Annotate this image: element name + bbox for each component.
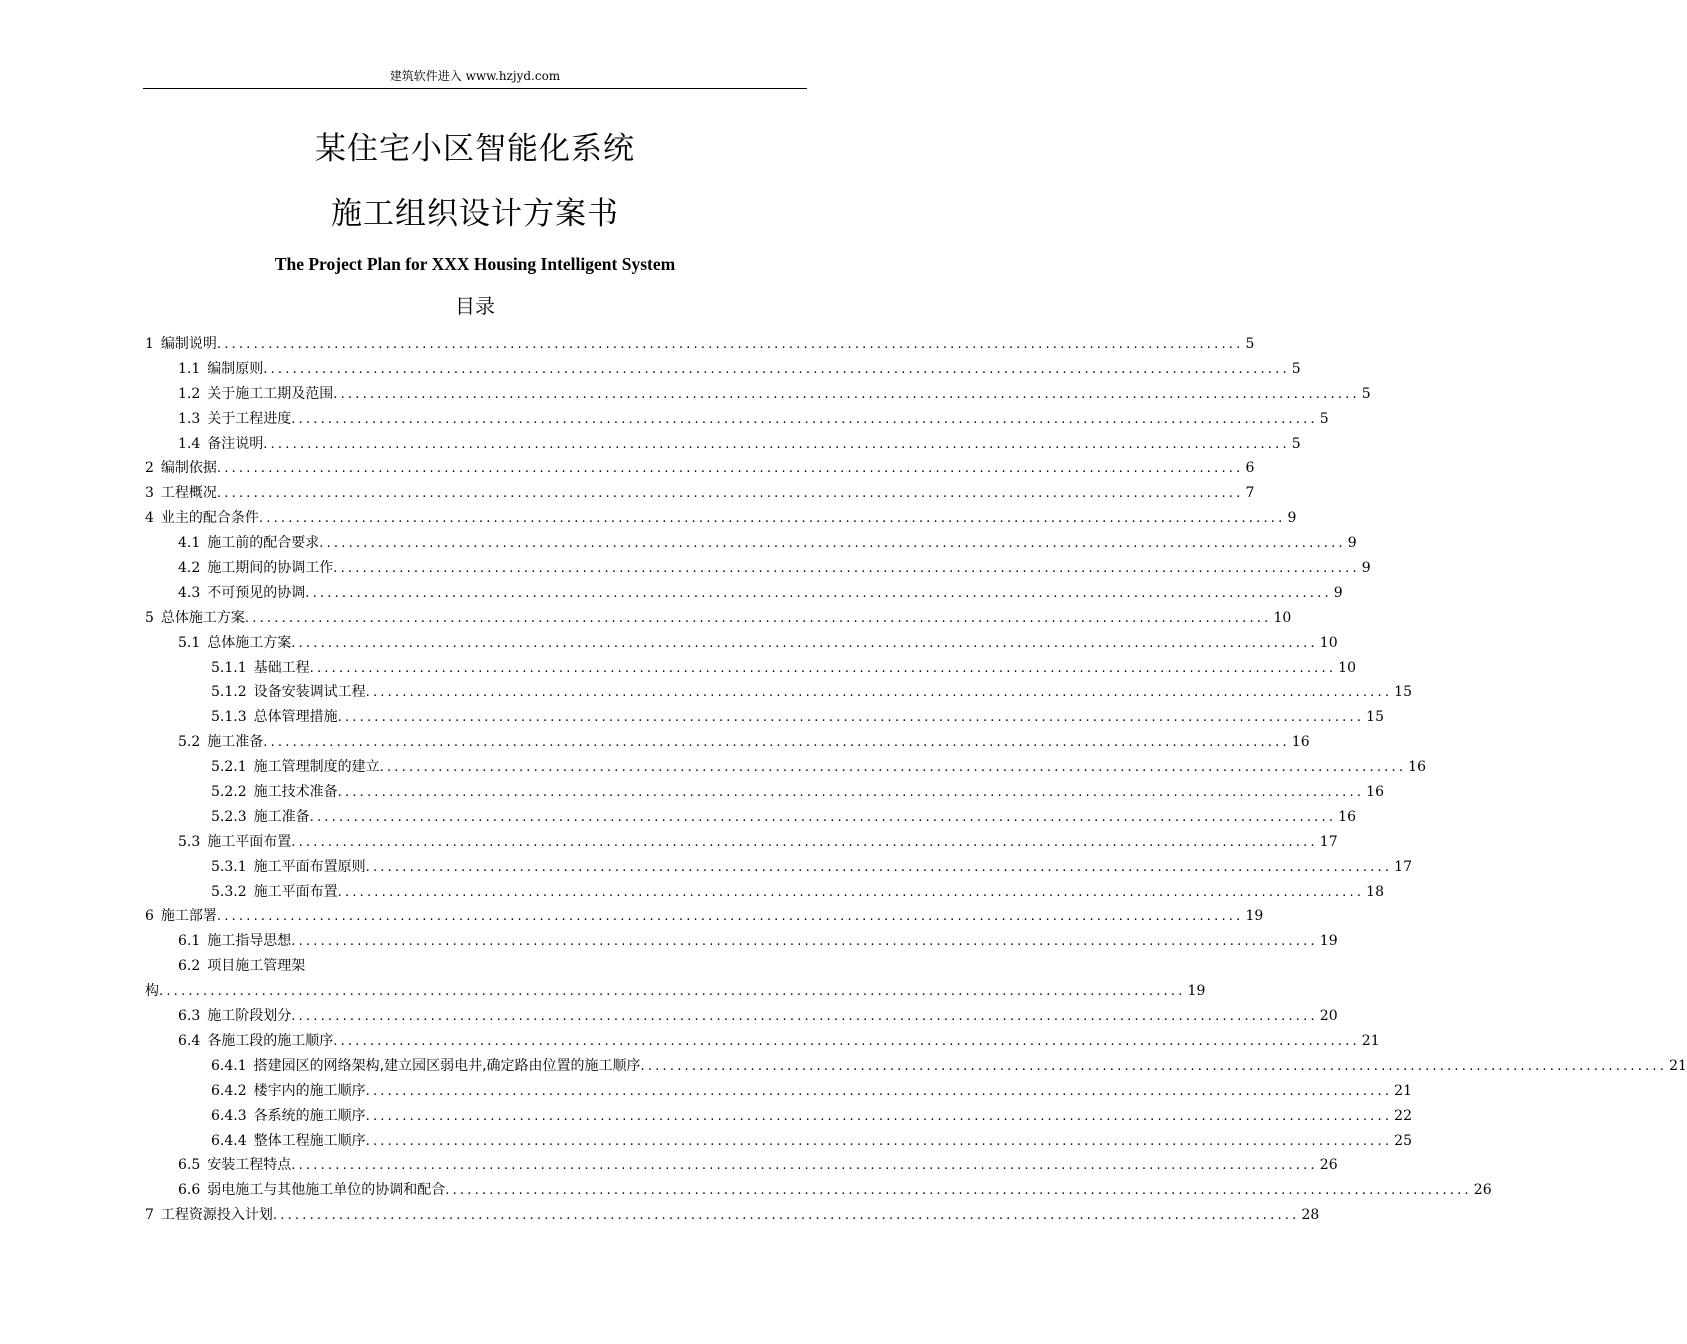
toc-page-number: 15 [1366,709,1384,726]
toc-dot-leader: ............................................................................................................................................ [365,1108,1393,1124]
table-of-contents [145,332,1687,1228]
toc-entry-number: 5.1.3 [211,709,247,726]
toc-entry-title: 工程资源投入计划 [160,1207,273,1224]
toc-entry-title: 施工部署 [160,908,217,925]
toc-entry-title: 楼宇内的施工顺序 [253,1082,366,1099]
toc-entry[interactable] [145,357,1301,382]
toc-entry-number: 5 [145,609,154,626]
toc-dot-leader: ............................................................................................................................................ [337,884,1365,900]
toc-page-number: 7 [1245,485,1255,502]
toc-entry-number: 7 [145,1207,154,1224]
toc-entry-number: 1.1 [178,360,201,377]
toc-page-number: 10 [1319,634,1338,651]
toc-entry-title: 不可预见的协调 [207,584,306,601]
toc-entry[interactable] [145,855,1412,880]
toc-entry-title: 施工准备 [253,808,310,825]
toc-entry-number: 1.2 [178,385,201,402]
toc-entry-number: 1.4 [178,435,201,452]
toc-entry[interactable] [145,1203,1320,1228]
toc-entry-title: 施工平面布置原则 [253,858,366,875]
toc-entry[interactable] [145,805,1356,830]
document-title-line2: 施工组织设计方案书 [331,196,619,232]
toc-entry-number: 5.3.2 [211,883,247,900]
toc-entry-number: 5.2.1 [211,759,247,776]
toc-entry-number: 6 [145,908,154,925]
toc-entry-title: 备注说明 [207,435,264,452]
toc-dot-leader: ............................................................................................................................................ [333,1033,1360,1049]
toc-dot-leader: ............................................................................................................................................ [333,386,1360,402]
toc-entry-title: 施工指导思想 [207,933,292,950]
toc-page-number: 26 [1319,1157,1338,1174]
toc-page-number: 19 [1245,908,1264,925]
toc-entry[interactable] [145,1004,1338,1029]
toc-page-number: 6 [1245,460,1255,477]
toc-entry-number: 5.1.1 [211,659,247,676]
toc-page-number: 16 [1291,734,1310,751]
toc-entry-number: 5.1 [178,634,201,651]
toc-entry[interactable] [145,1153,1338,1178]
toc-entry-title: 各施工段的施工顺序 [207,1032,334,1049]
toc-page-number: 5 [1361,385,1371,402]
toc-dot-leader: ............................................................................................................................................ [263,361,1290,377]
toc-entry-title: 施工准备 [207,734,264,751]
toc-entry[interactable] [145,481,1255,506]
toc-entry-number: 6.4.4 [211,1132,247,1149]
toc-entry-number: 5.3 [178,833,201,850]
toc-entry-title: 整体工程施工顺序 [253,1132,366,1149]
toc-entry-number: 6.1 [178,933,201,950]
toc-page-number: 17 [1319,833,1338,850]
toc-entry[interactable] [145,382,1371,407]
toc-page-number: 9 [1361,560,1371,577]
toc-entry-title: 各系统的施工顺序 [253,1107,366,1124]
toc-dot-leader: ............................................................................................................................................ [216,486,1244,502]
toc-entry-number: 1 [145,336,154,352]
toc-page-number: 5 [1291,360,1301,377]
toc-entry-title: 业主的配合条件 [160,510,259,527]
toc-page-number: 10 [1273,609,1292,626]
toc-dot-leader: ............................................................................................................................................ [305,585,1332,601]
toc-entry-number: 5.2.2 [211,784,247,801]
toc-entry-title: 施工期间的协调工作 [207,560,334,577]
toc-dot-leader: ............................................................................................................................................ [216,337,1244,352]
toc-page-number: 21 [1394,1082,1412,1099]
toc-page-number: 19 [1319,933,1338,950]
toc-entry[interactable] [145,780,1384,805]
toc-entry[interactable] [145,830,1338,855]
toc-page-number: 10 [1338,659,1356,676]
toc-entry-number: 6.6 [178,1182,201,1199]
toc-page-number: 9 [1333,584,1343,601]
toc-entry-title: 施工管理制度的建立 [253,759,380,776]
toc-entry-number: 4.2 [178,560,201,577]
toc-page-number: 15 [1394,684,1412,701]
toc-entry-number: 3 [145,485,154,502]
toc-entry-number: 4.3 [178,584,201,601]
toc-entry-number: 6.4.2 [211,1082,247,1099]
toc-entry[interactable] [145,880,1384,905]
toc-entry[interactable] [145,606,1292,631]
toc-dot-leader: ............................................................................................................................................ [291,1009,1318,1025]
toc-page-number: 25 [1394,1132,1412,1149]
toc-entry-title: 施工平面布置 [207,833,292,850]
toc-page-number: 16 [1366,784,1384,801]
toc-entry[interactable] [145,581,1343,606]
toc-entry[interactable] [145,432,1301,457]
toc-dot-leader: ............................................................................................................................................ [263,436,1290,452]
toc-page-number: 18 [1366,883,1384,900]
toc-entry-title: 关于工程进度 [207,410,292,427]
toc-entry-title: 编制原则 [207,360,264,377]
toc-dot-leader: ............................................................................................................................................ [365,685,1393,701]
toc-dot-leader: ............................................................................................................................................ [640,1058,1668,1074]
toc-entry-title: 搭建园区的网络架构,建立园区弱电井,确定路由位置的施工顺序 [253,1057,641,1074]
toc-entry-number: 5.3.1 [211,858,247,875]
toc-entry-title: 基础工程 [253,659,310,676]
toc-entry-title: 编制依据 [160,460,217,477]
toc-entry[interactable] [145,680,1412,705]
toc-entry-title: 施工技术准备 [253,784,338,801]
toc-entry-number: 6.4.3 [211,1107,247,1124]
toc-page-number: 16 [1338,808,1356,825]
toc-dot-leader: ............................................................................................................................................ [159,984,1186,1000]
toc-entry-number: 6.2 [178,958,201,975]
toc-entry-number: 5.1.2 [211,684,247,701]
document-title-line1: 某住宅小区智能化系统 [315,131,635,167]
english-subtitle: The Project Plan for XXX Housing Intelligent System [274,254,676,274]
toc-entry-title: 项目施工管理架 [207,958,306,975]
toc-dot-leader: ............................................................................................................................................ [291,834,1318,850]
toc-entry-title: 总体管理措施 [253,709,338,726]
toc-entry-title: 工程概况 [160,485,217,502]
toc-entry[interactable] [145,705,1384,730]
toc-entry[interactable] [145,954,805,979]
toc-page-number: 21 [1361,1032,1380,1049]
toc-dot-leader: ............................................................................................................................................ [365,1133,1393,1149]
toc-page-number: 5 [1319,410,1329,427]
toc-dot-leader: ............................................................................................................................................ [365,1083,1393,1099]
toc-page-number: 20 [1319,1008,1338,1025]
toc-dot-leader: ............................................................................................................................................ [272,1208,1300,1224]
toc-entry[interactable] [145,531,1357,556]
toc-entry-number: 6.4 [178,1032,201,1049]
toc-entry-number: 2 [145,460,154,477]
toc-page-number: 5 [1245,336,1255,352]
toc-entry-number: 1.3 [178,410,201,427]
toc-page-number: 9 [1347,535,1357,552]
toc-entry[interactable] [145,904,1264,929]
toc-dot-leader: ............................................................................................................................................ [258,511,1286,527]
toc-dot-leader: ............................................................................................................................................ [333,561,1360,577]
toc-entry[interactable] [145,730,1310,755]
toc-entry-title: 总体施工方案 [160,609,245,626]
toc-entry[interactable] [145,1104,1412,1129]
toc-dot-leader: ............................................................................................................................................ [291,635,1318,651]
toc-entry[interactable] [145,1129,1412,1154]
toc-dot-leader: ............................................................................................................................................ [445,1183,1472,1199]
toc-entry[interactable] [145,1178,1492,1203]
toc-dot-leader: ............................................................................................................................................ [216,909,1244,925]
toc-dot-leader: ............................................................................................................................................ [319,536,1346,552]
toc-dot-leader: ............................................................................................................................................ [337,785,1365,801]
toc-entry-number: 5.2 [178,734,201,751]
toc-entry[interactable] [145,631,1338,656]
toc-entry[interactable] [145,332,1255,357]
toc-page-number: 5 [1291,435,1301,452]
toc-dot-leader: ............................................................................................................................................ [309,660,1337,676]
toc-page-number: 17 [1394,858,1412,875]
toc-page-number: 21 [1669,1057,1687,1074]
toc-entry-title: 施工平面布置 [253,883,338,900]
toc-page-number: 26 [1473,1182,1492,1199]
toc-entry[interactable] [145,506,1297,531]
toc-entry[interactable] [145,1054,1687,1079]
toc-entry-number: 4.1 [178,535,201,552]
toc-entry[interactable] [145,556,1371,581]
toc-page-number: 16 [1408,759,1426,776]
toc-entry[interactable] [145,929,1338,954]
toc-entry-title: 施工前的配合要求 [207,535,320,552]
toc-entry[interactable] [145,1079,1412,1104]
toc-page-number: 9 [1287,510,1297,527]
toc-dot-leader: ............................................................................................................................................ [337,710,1365,726]
toc-page-number: 28 [1301,1207,1320,1224]
toc-dot-leader: ............................................................................................................................................ [365,859,1393,875]
toc-dot-leader: ............................................................................................................................................ [291,411,1318,427]
toc-entry-number: 6.5 [178,1157,201,1174]
toc-entry[interactable] [145,1029,1380,1054]
toc-entry[interactable] [145,979,1206,1004]
toc-entry[interactable] [145,407,1329,432]
toc-entry-title: 关于施工工期及范围 [207,385,334,402]
toc-entry-number: 6.4.1 [211,1057,247,1074]
toc-page-number: 22 [1394,1107,1412,1124]
toc-heading: 目录 [455,294,495,318]
toc-dot-leader: ............................................................................................................................................ [216,461,1244,477]
toc-entry[interactable] [145,755,1426,780]
toc-dot-leader: ............................................................................................................................................ [244,610,1272,626]
page-header: 建筑软件进入 www.hzjyd.com [389,69,561,83]
toc-dot-leader: ............................................................................................................................................ [291,934,1318,950]
toc-entry-title: 施工阶段划分 [207,1008,292,1025]
toc-entry-title: 总体施工方案 [207,634,292,651]
toc-entry-number: 4 [145,510,154,527]
toc-entry-number: 6.3 [178,1008,201,1025]
toc-entry[interactable] [145,456,1255,481]
toc-dot-leader: ............................................................................................................................................ [309,809,1337,825]
toc-page-number: 19 [1187,983,1206,1000]
toc-entry-title: 设备安装调试工程 [253,684,366,701]
toc-entry-title: 编制说明 [160,336,217,352]
header-divider [143,88,807,89]
toc-entry-title: 安装工程特点 [207,1157,292,1174]
toc-dot-leader: ............................................................................................................................................ [379,760,1407,776]
toc-dot-leader: ............................................................................................................................................ [291,1158,1318,1174]
toc-dot-leader: ............................................................................................................................................ [263,735,1290,751]
toc-entry[interactable] [145,656,1356,681]
toc-entry-title: 构 [145,983,159,1000]
toc-entry-title: 弱电施工与其他施工单位的协调和配合 [207,1182,446,1199]
toc-entry-number: 5.2.3 [211,808,247,825]
